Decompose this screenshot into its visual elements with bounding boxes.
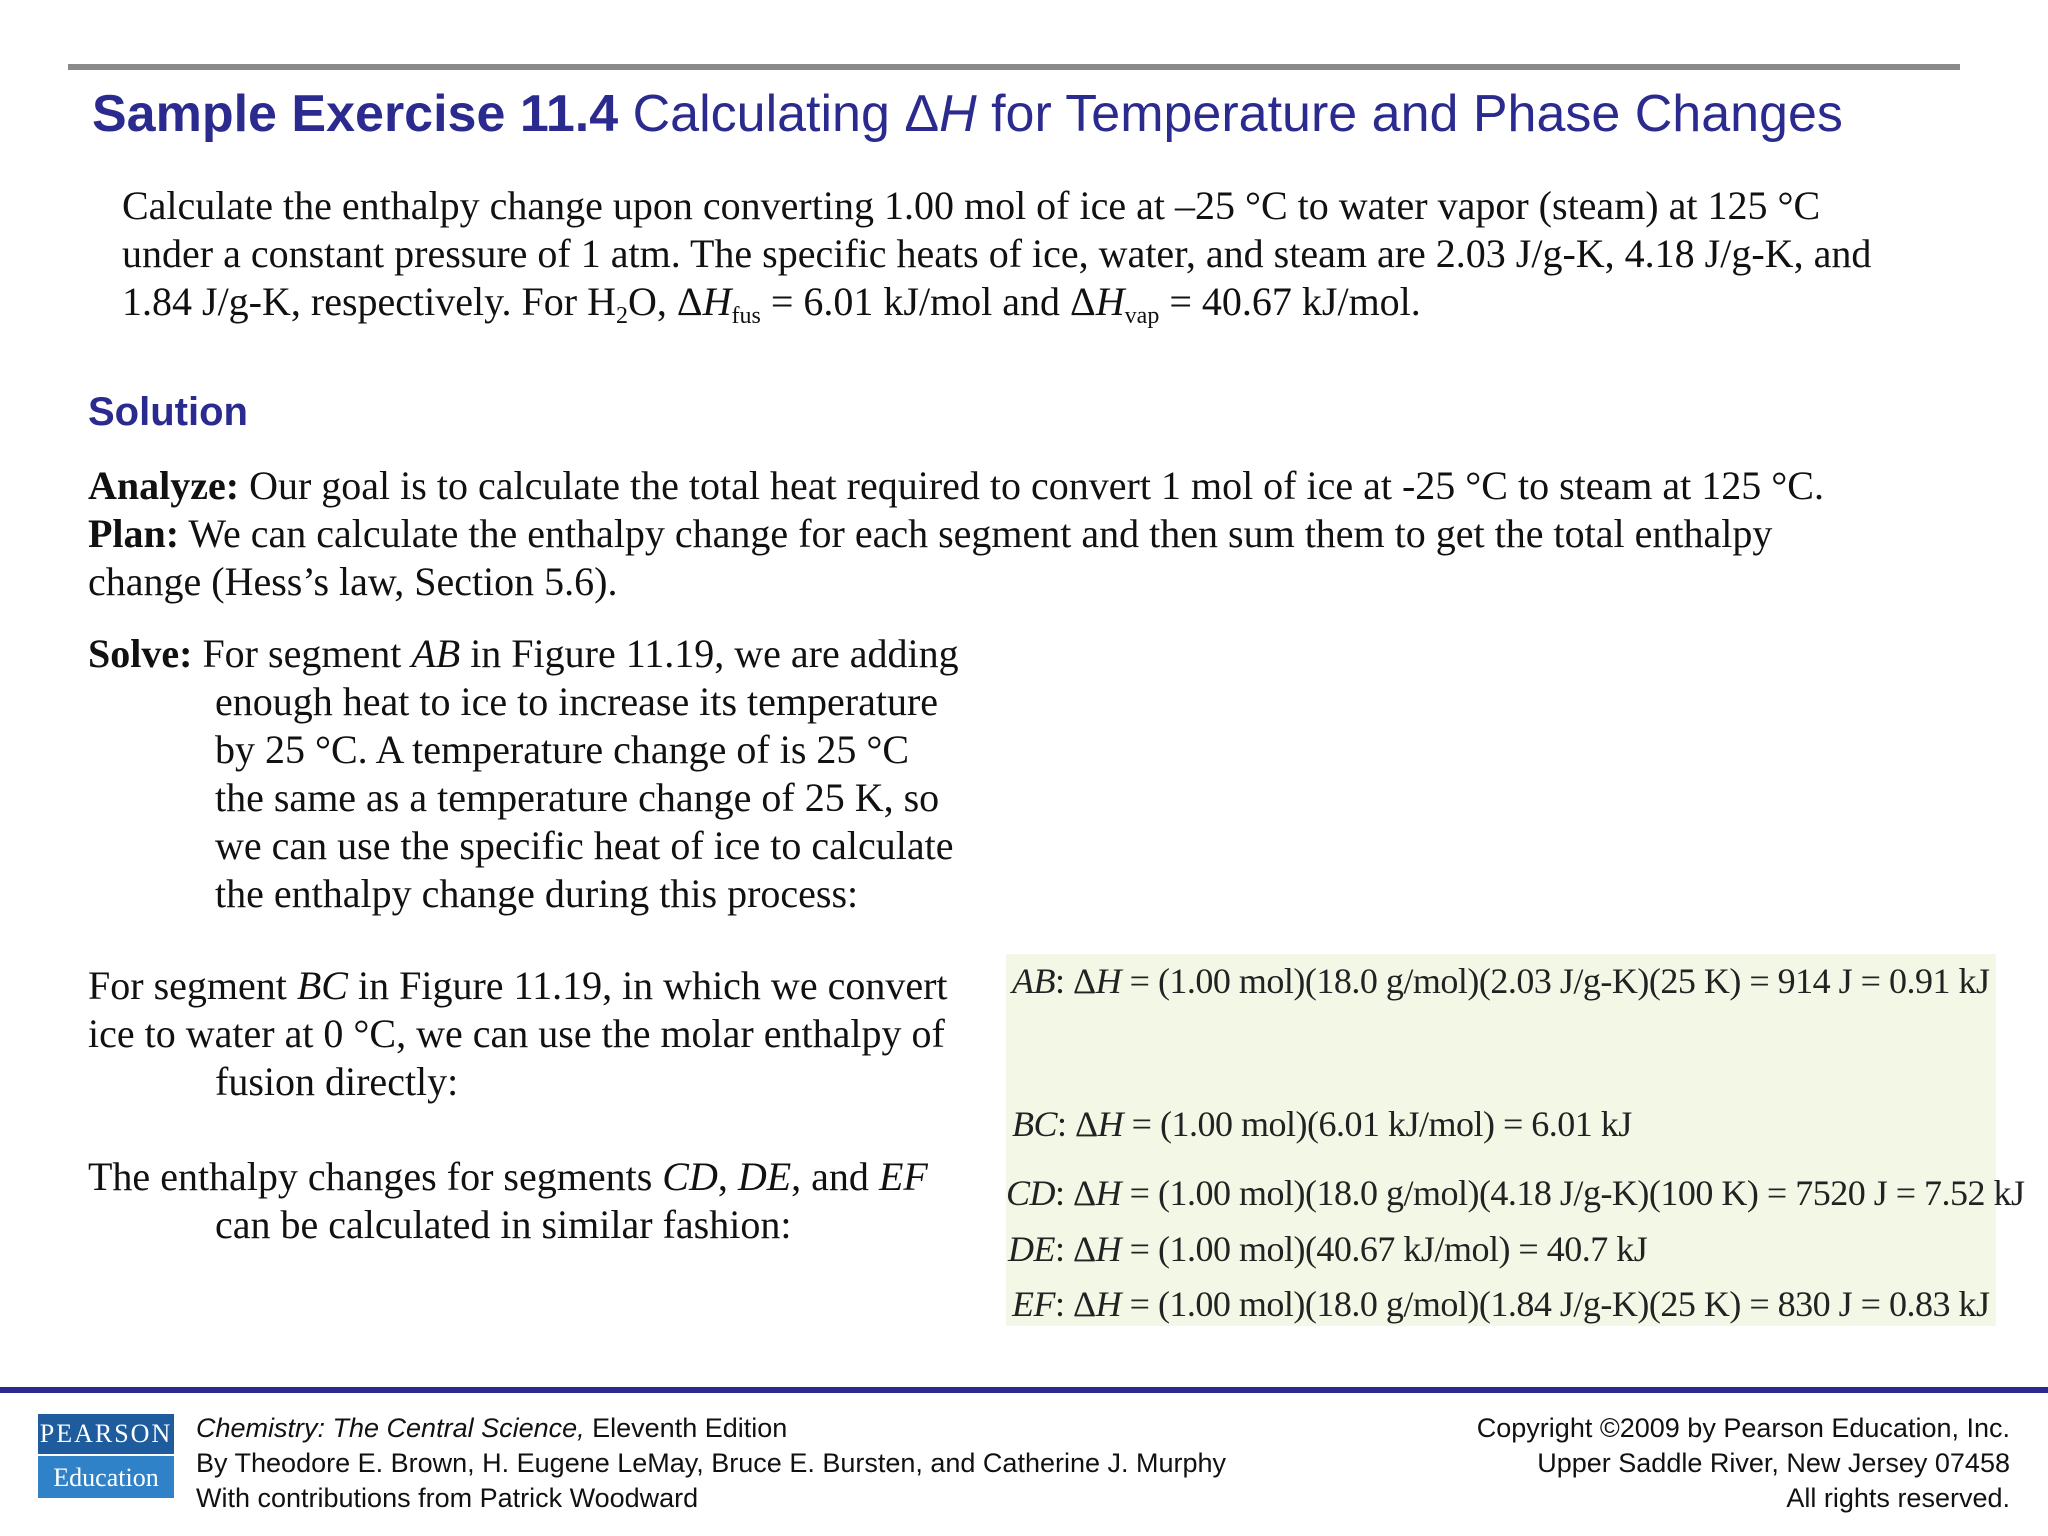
equation-text: = (1.00 mol)(6.01 kJ/mol) = 6.01 kJ bbox=[1123, 1104, 1632, 1144]
slide-title bbox=[92, 84, 1843, 144]
segment-label: DE bbox=[1008, 1229, 1055, 1269]
solve-text: For segment bbox=[192, 631, 412, 676]
plan-text: We can calculate the enthalpy change for each segment and then sum them to get the total enthalpy bbox=[179, 511, 1773, 556]
solve-line: by 25 °C. A temperature change of is 25 °C bbox=[215, 727, 910, 772]
title-text-before: Calculating Δ bbox=[632, 85, 940, 143]
segment-label: EF bbox=[1012, 1284, 1055, 1324]
title-text-italic: H bbox=[939, 85, 977, 143]
problem-line: Calculate the enthalpy change upon converting 1.00 mol of ice at –25 °C to water vapor (steam) at 125 °C bbox=[122, 183, 1821, 228]
equation-text: : Δ bbox=[1055, 1229, 1096, 1269]
logo-top-text: PEARSON bbox=[38, 1414, 174, 1454]
equation-text: = (1.00 mol)(40.67 kJ/mol) = 40.7 kJ bbox=[1121, 1229, 1648, 1269]
enthalpy-symbol: H bbox=[1095, 279, 1125, 324]
analyze-text: Our goal is to calculate the total heat required to convert 1 mol of ice at -25 °C to steam at 125 °C. bbox=[239, 463, 1824, 508]
solve-line: enough heat to ice to increase its temperature bbox=[215, 679, 939, 724]
rest-text: , bbox=[717, 1154, 738, 1199]
enthalpy-symbol: H bbox=[1097, 1104, 1124, 1144]
subscript: fus bbox=[731, 303, 761, 329]
bottom-divider bbox=[0, 1387, 2048, 1393]
exercise-label: Sample Exercise 11.4 bbox=[92, 85, 619, 143]
segment-label: EF bbox=[878, 1154, 928, 1199]
enthalpy-symbol: H bbox=[1095, 1229, 1122, 1269]
copyright-line: Copyright ©2009 by Pearson Education, Inc. bbox=[1476, 1413, 2010, 1443]
equation-cd bbox=[1006, 1172, 2025, 1214]
equation-text: = (1.00 mol)(18.0 g/mol)(1.84 J/g-K)(25 K) = 830 J = 0.83 kJ bbox=[1121, 1284, 1990, 1324]
pearson-logo bbox=[38, 1414, 174, 1498]
enthalpy-symbol: H bbox=[702, 279, 732, 324]
equation-ef bbox=[1012, 1283, 1989, 1325]
enthalpy-symbol: H bbox=[1095, 1173, 1122, 1213]
enthalpy-symbol: H bbox=[1095, 1284, 1122, 1324]
footer-contributions: With contributions from Patrick Woodward bbox=[196, 1483, 699, 1513]
equation-text: : Δ bbox=[1054, 961, 1096, 1001]
rest-text: , and bbox=[791, 1154, 879, 1199]
equation-ab bbox=[1012, 960, 1989, 1002]
footer-book-info bbox=[196, 1411, 1226, 1516]
problem-text: = 6.01 kJ/mol and Δ bbox=[760, 279, 1096, 324]
plan-line: change (Hess’s law, Section 5.6). bbox=[88, 559, 618, 604]
bc-line: fusion directly: bbox=[215, 1059, 459, 1104]
analyze-plan-block bbox=[88, 462, 1888, 606]
solve-paragraph bbox=[88, 630, 959, 918]
equation-text: : Δ bbox=[1055, 1173, 1096, 1213]
segment-bc-paragraph bbox=[88, 962, 948, 1106]
segment-label: BC bbox=[296, 963, 348, 1008]
problem-line: under a constant pressure of 1 atm. The specific heats of ice, water, and steam are 2.03 J/g-K, 4.18 J/g-K, and bbox=[122, 231, 1872, 276]
solve-text: in Figure 11.19, we are adding bbox=[460, 631, 959, 676]
problem-text: O, Δ bbox=[627, 279, 703, 324]
solve-line: the same as a temperature change of 25 K, so bbox=[215, 775, 940, 820]
bc-line: ice to water at 0 °C, we can use the molar enthalpy of bbox=[88, 1011, 945, 1056]
equation-text: : Δ bbox=[1057, 1104, 1098, 1144]
analyze-label: Analyze: bbox=[88, 463, 240, 508]
plan-line bbox=[88, 510, 1888, 558]
title-text-after: for Temperature and Phase Changes bbox=[976, 85, 1843, 143]
rights-line: All rights reserved. bbox=[1786, 1483, 2010, 1513]
equation-text: = (1.00 mol)(18.0 g/mol)(2.03 J/g-K)(25 K) = 914 J = 0.91 kJ bbox=[1121, 961, 1990, 1001]
rest-line: can be calculated in similar fashion: bbox=[215, 1202, 792, 1247]
segment-label: BC bbox=[1012, 1104, 1058, 1144]
bc-text: For segment bbox=[88, 963, 297, 1008]
segments-rest-paragraph bbox=[88, 1153, 928, 1249]
footer-title-line bbox=[196, 1411, 1226, 1446]
address-line: Upper Saddle River, New Jersey 07458 bbox=[1537, 1448, 2010, 1478]
solve-line bbox=[88, 630, 959, 678]
solve-line: we can use the specific heat of ice to calculate bbox=[215, 823, 954, 868]
bc-line bbox=[88, 962, 948, 1010]
segment-label: DE bbox=[737, 1154, 792, 1199]
enthalpy-symbol: H bbox=[1095, 961, 1122, 1001]
bc-text: in Figure 11.19, in which we convert bbox=[348, 963, 948, 1008]
segment-label: CD bbox=[1006, 1173, 1056, 1213]
problem-text: 1.84 J/g-K, respectively. For H bbox=[122, 279, 616, 324]
analyze-line bbox=[88, 462, 1888, 510]
book-edition: Eleventh Edition bbox=[584, 1413, 788, 1443]
subscript: vap bbox=[1124, 303, 1160, 329]
equation-text: = (1.00 mol)(18.0 g/mol)(4.18 J/g-K)(100 K) = 7520 J = 7.52 kJ bbox=[1121, 1173, 2025, 1213]
solve-line: the enthalpy change during this process: bbox=[215, 871, 859, 916]
rest-line bbox=[88, 1153, 928, 1201]
solution-heading: Solution bbox=[88, 390, 248, 434]
rest-text: The enthalpy changes for segments bbox=[88, 1154, 663, 1199]
segment-label: AB bbox=[1012, 961, 1055, 1001]
problem-line bbox=[122, 278, 1902, 329]
segment-label: CD bbox=[662, 1154, 718, 1199]
footer-authors: By Theodore E. Brown, H. Eugene LeMay, Bruce E. Bursten, and Catherine J. Murphy bbox=[196, 1448, 1227, 1478]
equation-de bbox=[1008, 1228, 1647, 1270]
plan-label: Plan: bbox=[88, 511, 180, 556]
book-title: Chemistry: The Central Science, bbox=[196, 1413, 585, 1443]
top-divider bbox=[68, 64, 1960, 70]
solve-label: Solve: bbox=[88, 631, 193, 676]
segment-label: AB bbox=[411, 631, 461, 676]
logo-bottom-text: Education bbox=[38, 1454, 174, 1498]
footer-copyright bbox=[1477, 1411, 2010, 1516]
equation-bc bbox=[1012, 1103, 1632, 1145]
problem-text: = 40.67 kJ/mol. bbox=[1159, 279, 1421, 324]
subscript: 2 bbox=[615, 303, 628, 329]
problem-statement bbox=[122, 182, 1902, 329]
equation-text: : Δ bbox=[1054, 1284, 1096, 1324]
